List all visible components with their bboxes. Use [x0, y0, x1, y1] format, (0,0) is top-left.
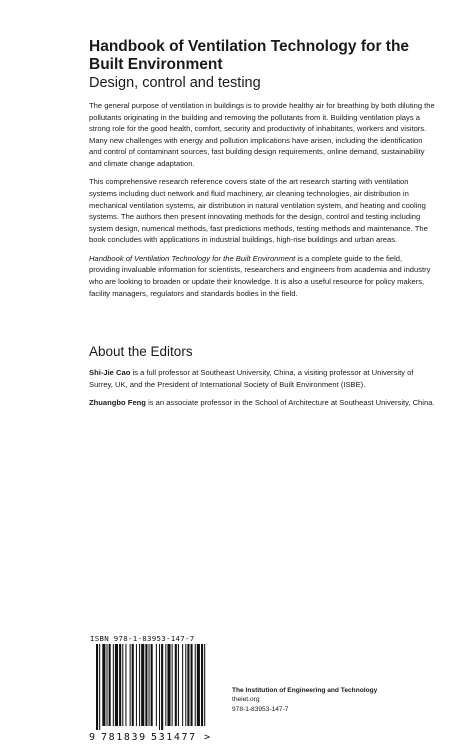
- barcode-bar: [96, 644, 98, 730]
- editor-bio: [89, 397, 435, 409]
- barcode-bar: [182, 644, 183, 726]
- book-description: [89, 100, 435, 306]
- barcode-bar: [191, 644, 193, 726]
- isbn-label: ISBN 978-1-83953-147-7: [90, 634, 195, 643]
- editors-bios: [89, 367, 435, 416]
- barcode-bar: [99, 644, 100, 730]
- description-paragraph: The general purpose of ventilation in buildings is to provide healthy air for breathing by both diluting the pollutants originating in the building and removing the pollutants from it. Building ventilation plays a strong role for the good health, comfort, security and productivity of inhabitants, workers and visitors. Many new challenges with energy and pollution implications have arisen, including the identification and control of contaminant sources, fast building design requirements, online demand, sustainability and climate change adaptation.: [89, 101, 435, 168]
- publisher-isbn: 978-1-83953-147-7: [232, 705, 289, 713]
- barcode-bar: [113, 644, 114, 726]
- barcode-bar: [132, 644, 134, 726]
- barcode-bars: [96, 644, 205, 730]
- barcode-bar: [178, 644, 179, 726]
- description-paragraph: This comprehensive research reference covers state of the art research starting with ventilation systems including duct network and fluid machinery, air cleaning technologies, air distribution in mechanical ventilation systems, air distribution in natural ventilation system, and heating and cooling systems. The authors then present innovating methods for the design, control and testing including system design, numerical methods, fast predictions methods, testing methods and maintenance. The book concludes with applications in industrial buildings, high-rise buildings and urban areas.: [89, 177, 428, 245]
- barcode-bar: [172, 644, 173, 726]
- barcode-bar: [151, 644, 153, 726]
- italic-book-title: Handbook of Ventilation Technology for the Built Environment: [89, 253, 296, 263]
- description-text: is a complete guide to the field, providing invaluable information for scientists, researchers and engineers from academia and industry who are looking to broaden or update their knowledge. It is also a useful resource for policy makers, facility managers, regulators and standards bodies in the field.: [89, 253, 431, 298]
- barcode-bar: [122, 644, 123, 726]
- barcode-arrow: >: [204, 732, 211, 742]
- publisher-name: The Institution of Engineering and Technology: [232, 687, 378, 694]
- barcode-bar: [136, 644, 137, 726]
- barcode-bar: [175, 644, 177, 726]
- description-paragraph: [89, 253, 435, 299]
- barcode-bar: [130, 644, 131, 726]
- barcode-bar: [141, 644, 144, 726]
- publisher-url: theiet.org: [232, 696, 260, 704]
- barcode-bar: [187, 644, 189, 726]
- book-subtitle: Design, control and testing: [89, 75, 261, 91]
- editor-name: Zhuangbo Feng: [89, 398, 146, 408]
- isbn-barcode: [88, 644, 214, 742]
- barcode-first-digit: 9: [89, 732, 96, 742]
- barcode-bar: [161, 644, 163, 730]
- barcode-bar: [156, 644, 157, 726]
- barcode-bar: [109, 644, 111, 726]
- book-title: Handbook of Ventilation Technology for the Built Environment: [89, 38, 410, 73]
- barcode-bar: [107, 644, 108, 726]
- barcode-bar: [197, 644, 200, 726]
- barcode-bar: [115, 644, 118, 726]
- publisher-info: [232, 686, 452, 714]
- barcode-bar: [165, 644, 166, 726]
- barcode-bar: [125, 644, 126, 726]
- barcode-right-digits: 531477: [151, 732, 197, 742]
- barcode-bar: [159, 644, 160, 730]
- barcode-bar: [119, 644, 121, 726]
- barcode-bar: [139, 644, 140, 726]
- barcode-bar: [149, 644, 150, 726]
- barcode-bar: [185, 644, 186, 726]
- barcode-bar: [204, 644, 205, 726]
- barcode-bar: [201, 644, 203, 726]
- editors-heading: About the Editors: [89, 344, 193, 359]
- editor-bio: [89, 367, 435, 390]
- barcode-left-digits: 781839: [101, 732, 147, 742]
- editor-description: is a full professor at Southeast University, China, a visiting professor at University of Surrey, UK, and the President of International Society of Built Environment (ISBE).: [89, 368, 414, 389]
- barcode-bar: [195, 644, 196, 726]
- barcode-bar: [167, 644, 170, 726]
- editor-name: Shi-Jie Cao: [89, 368, 131, 377]
- editor-description: is an associate professor in the School of Architecture at Southeast University, China.: [145, 398, 435, 408]
- barcode-bar: [145, 644, 147, 726]
- barcode-bar: [102, 644, 105, 726]
